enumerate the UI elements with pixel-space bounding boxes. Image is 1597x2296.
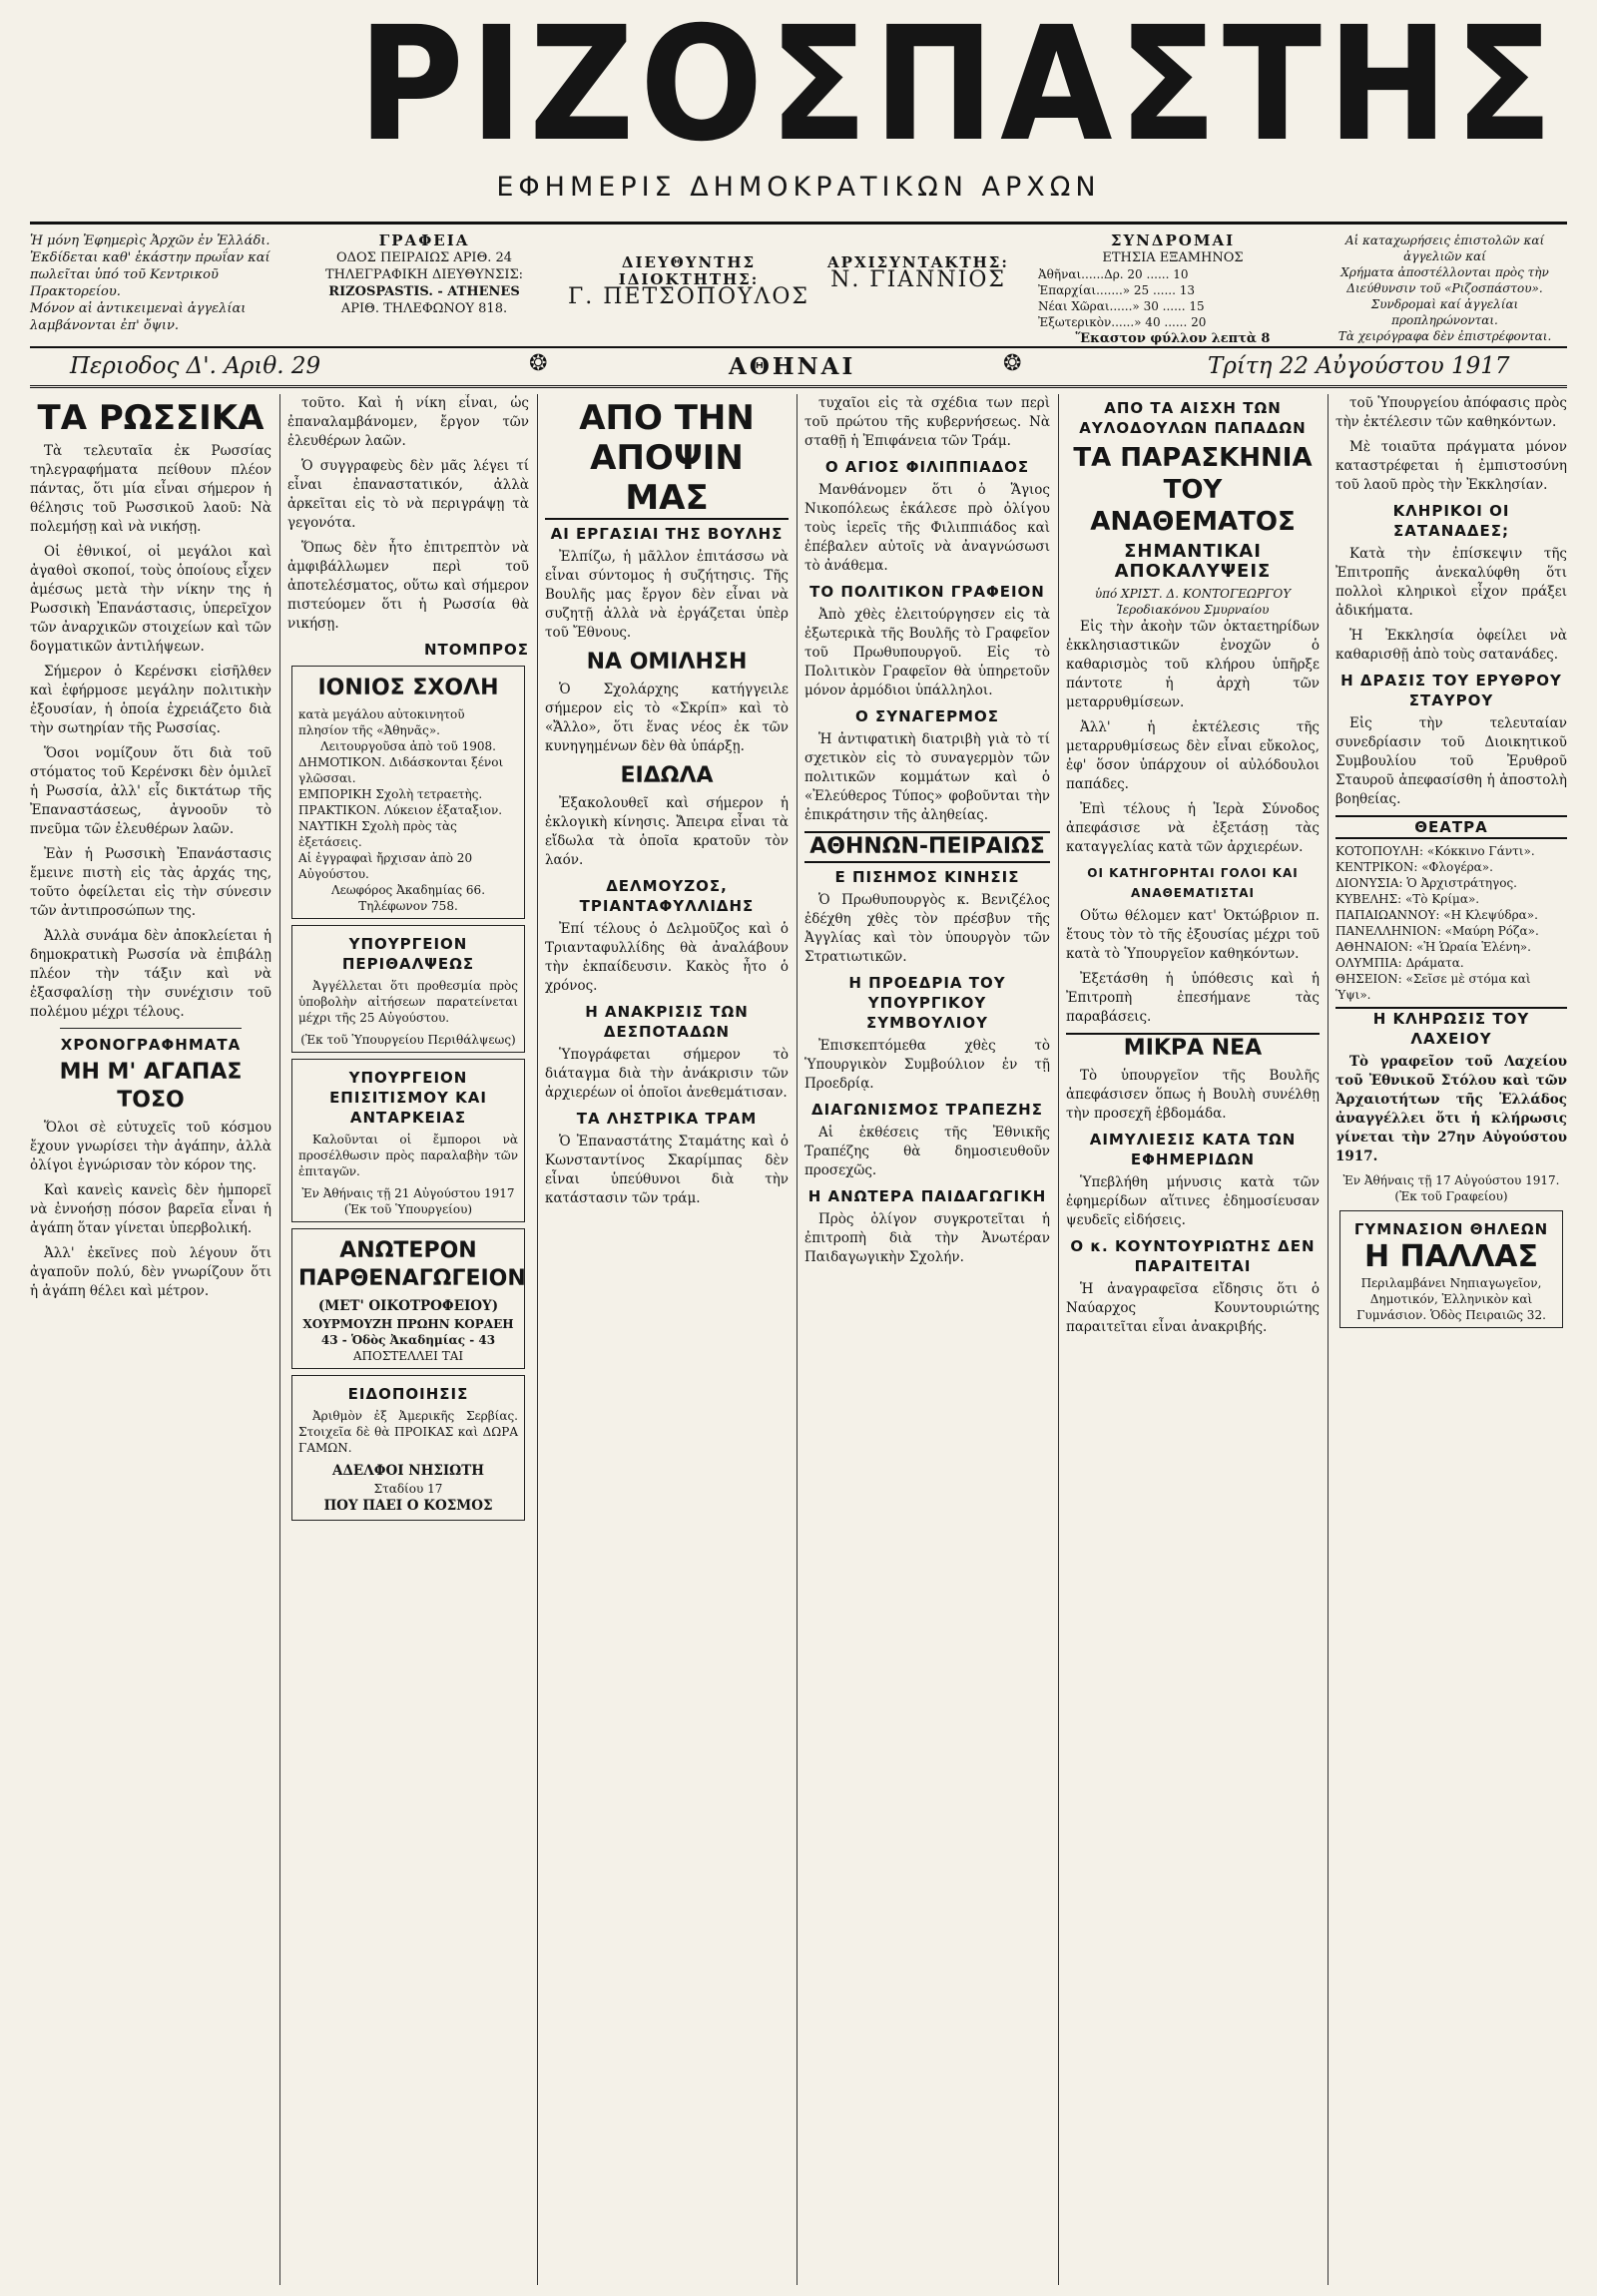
section-title: Η ΑΝΑΚΡΙΣΙΣ ΤΩΝ ΔΕΣΠΟΤΑΔΩΝ	[585, 1003, 749, 1041]
article-subheadline: ΣΗΜΑΝΤΙΚΑΙ ΑΠΟΚΑΛΥΨΕΙΣ	[1114, 541, 1272, 582]
column-rule	[797, 394, 798, 2285]
ad-subtitle: (ΜΕΤ' ΟΙΚΟΤΡΟΦΕΙΟΥ)	[317, 1298, 499, 1314]
ministry-notice	[291, 925, 525, 1053]
newspaper-title: ΡΙΖΟΣΠΑΣΤΗΣ	[357, 0, 1559, 177]
motto-block	[30, 232, 279, 334]
editor-name: Ν. ΓΙΑΝΝΙΟΣ	[830, 267, 1006, 292]
article-paragraph: Αἱ ἐκθέσεις τῆς Ἐθνικῆς Τραπέζης θὰ δημοσιευθοῦν προσεχῶς.	[804, 1125, 1050, 1178]
notice-line: Αἱ καταχωρήσεις ἐπιστολῶν καί ἀγγελιῶν καί	[1344, 233, 1545, 263]
ornament-icon: ❂	[529, 351, 548, 376]
notice-signature: (Ἐκ τοῦ Ὑπουργείου Περιθάλψεως)	[300, 1033, 516, 1047]
article-paragraph: Ὁ Πρωθυπουργὸς κ. Βενιζέλος ἐδέχθη χθὲς τὸν πρέσβυν τῆς Ἀγγλίας καὶ τὸν ὑπουργὸν τῶν Στρατιωτικῶν.	[804, 892, 1050, 965]
school-ad	[291, 666, 525, 919]
article-paragraph: Σήμερον ὁ Κερένσκι εἰσῆλθεν καὶ ἐφήρμοσε μεγάλην πολιτικὴν ἐξουσίαν, ἡ ὁποία ἐχρειάζετο διὰ τὴν σωτηρίαν τῆς Ρωσσίας.	[30, 664, 271, 736]
article-paragraph: Μὲ τοιαῦτα πράγματα μόνον καταστρέφεται ἡ ἐμπιστοσύνη τοῦ λαοῦ πρὸς τὴν Ἐκκλησίαν.	[1335, 439, 1567, 493]
article-paragraph: Τὸ γραφεῖον τοῦ Λαχείου τοῦ Ἐθνικοῦ Στόλου καὶ τῶν Ἀρχαιοτήτων τῆς Ἑλλάδος ἀναγγέλλει ὅτι ἡ κλήρωσις γίνεται τὴν 27ην Αὐγούστου 1917.	[1335, 1054, 1567, 1164]
section-title: ΜΙΚΡΑ ΝΕΑ	[1066, 1033, 1320, 1063]
ad-title: ΓΥΜΝΑΣΙΟΝ ΘΗΛΕΩΝ	[1353, 1220, 1549, 1238]
subscriptions-subcaption: ΕΤΗΣΙΑ ΕΞΑΜΗΝΟΣ	[1102, 250, 1244, 265]
section-title: Η ΚΛΗΡΩΣΙΣ ΤΟΥ ΛΑΧΕΙΟΥ	[1335, 1007, 1567, 1049]
ad-line: ΔΗΜΟΤΙΚΟΝ. Διδάσκονται ξένοι γλῶσσαι.	[298, 755, 504, 785]
ad-name: Η ΠΑΛΛΑΣ	[1363, 1239, 1539, 1274]
section-title: Η ΔΡΑΣΙΣ ΤΟΥ ΕΡΥΘΡΟΥ ΣΤΑΥΡΟΥ	[1340, 672, 1562, 709]
article-headline: ΤΑ ΡΩΣΣΙΚΑ	[37, 398, 265, 438]
phone-number: ΑΡΙΘ. ΤΗΛΕΦΩΝΟΥ 818.	[340, 301, 508, 316]
notice-block	[1323, 232, 1567, 344]
divider	[60, 1028, 242, 1029]
article-paragraph: Τὰ τελευταῖα ἐκ Ρωσσίας τηλεγραφήματα πείθουν πλέον πάντας, ὅτι μία εἶναι σήμερον ἡ θέλησις τοῦ Ρωσσικοῦ λαοῦ: Νὰ πολεμήσῃ καὶ νὰ νικήσῃ.	[30, 443, 271, 535]
article-paragraph: Κατὰ τὴν ἐπίσκεψιν τῆς Ἐπιτροπῆς ἀνεκαλύφθη ὅτι πολλοὶ κληρικοὶ εἶχον πράξει ἀδικήματα.	[1335, 546, 1567, 619]
section-title: ΚΛΗΡΙΚΟΙ ΟΙ ΣΑΤΑΝΑΔΕΣ;	[1392, 502, 1510, 540]
section-title: Ο ΣΥΝΑΓΕΡΜΟΣ	[855, 707, 999, 725]
notice-ad	[291, 1375, 525, 1521]
article-headline: ΜΗ Μ' ΑΓΑΠΑΣ ΤΟΣΟ	[59, 1060, 243, 1113]
subscription-line: Ἐξωτερικὸν......» 40 ...... 20	[1038, 315, 1207, 329]
ad-title: ΙΟΝΙΟΣ ΣΧΟΛΗ	[317, 676, 499, 700]
article-paragraph: Οὕτω θέλομεν κατ' Ὀκτώβριον π. ἔτους τὸν τὸ τῆς ἐξουσίας μέχρι τοῦ κατὰ τὸ Ὑπουργεῖον καθηκόντων.	[1066, 908, 1320, 962]
issue-price: Ἕκαστον φύλλον λεπτὰ 8	[1075, 331, 1271, 346]
theatre-listing: ΟΛΥΜΠΙΑ: Δράματα.	[1335, 956, 1464, 970]
article-paragraph: τυχαῖοι εἰς τὰ σχέδια των περὶ τοῦ πρώτου τῆς κυβερνήσεως. Νὰ σταθῇ ἡ Ἐπιφάνεια τῶν Τράμ.	[804, 395, 1050, 449]
school-ad	[1339, 1210, 1563, 1328]
ad-address: ΧΟΥΡΜΟΥΖΗ ΠΡΩΗΝ ΚΟΡΑΕΗ 43 - Ὁδὸς Ἀκαδημίας - 43	[302, 1317, 514, 1347]
article-paragraph: Ἀλλ' ἐκεῖνες ποὺ λέγουν ὅτι ἀγαποῦν πολύ, δὲν γνωρίζουν ὅτι ἡ ἀγάπη θέλει καὶ μέτρον.	[30, 1245, 271, 1299]
ad-label: ΝΤΟΜΠΡΟΣ	[423, 641, 529, 659]
article-paragraph: τοῦτο. Καὶ ἡ νίκη εἶναι, ὡς ἐπαναλαμβάνομεν, ἔργον τῶν ἐλευθέρων λαῶν.	[287, 395, 529, 449]
issue-date: Τρίτη 22 Αὐγούστου 1917	[1208, 353, 1510, 379]
section-title: ΑΙΜΥΛΙΕΣΙΣ ΚΑΤΑ ΤΩΝ ΕΦΗΜΕΡΙΔΩΝ	[1089, 1131, 1297, 1168]
section-title: ΕΙΔΩΛΑ	[620, 763, 714, 788]
notice-date: Ἐν Ἀθήναις τῇ 17 Αὐγούστου 1917.	[1342, 1173, 1560, 1187]
ad-line: ΠΡΑΚΤΙΚΟΝ. Λύκειον ἑξαταξιον.	[298, 803, 503, 817]
article-paragraph: τοῦ Ὑπουργείου ἀπόφασις πρὸς τὴν ἐκτέλεσιν τῶν καθηκόντων.	[1335, 395, 1567, 430]
notice-title: ΥΠΟΥΡΓΕΙΟΝ ΠΕΡΙΘΑΛΨΕΩΣ	[341, 935, 475, 973]
ad-line: Ἀριθμὸν ἐξ Ἀμερικῆς Σερβίας. Στοιχεῖα δὲ θὰ ΠΡΟΙΚΑΣ καὶ ΔΩΡΑ ΓΑΜΩΝ.	[298, 1409, 518, 1455]
theatre-listing: ΑΘΗΝΑΙΟΝ: «Ἡ Ὡραία Ἑλένη».	[1335, 940, 1531, 954]
article-paragraph: Εἰς τὴν τελευταίαν συνεδρίασιν τοῦ Διοικητικοῦ Συμβουλίου τοῦ Ἐρυθροῦ Σταυροῦ ἀπεφασίσθη ἡ ἀποστολὴ βοηθείας.	[1335, 715, 1567, 807]
article-paragraph: Ὁ Ἐπαναστάτης Σταμάτης καὶ ὁ Κωνσταντίνος Σκαρίμπας δὲν εἶναι ὑπεύθυνοι διὰ τὴν κατάστασιν τῶν τράμ.	[545, 1134, 789, 1206]
theatre-listing: ΠΑΝΕΛΛΗΝΙΟΝ: «Μαύρη Ρόζα».	[1335, 924, 1539, 938]
article-paragraph: Μανθάνομεν ὅτι ὁ Ἅγιος Νικοπόλεως ἐκάλεσε πρὸ ὀλίγου τοὺς ἱερεῖς τῆς Φιλιππιάδος καὶ ἐπέβαλεν αὐτοῖς νὰ ἀναγνώσωσι τὸ ἀνάθεμα.	[804, 482, 1050, 574]
column-rule	[1058, 394, 1059, 2285]
section-title: ΔΕΛΜΟΥΖΟΣ, ΤΡΙΑΝΤΑΦΥΛΛΙΔΗΣ	[579, 877, 755, 915]
column-2	[287, 394, 529, 2285]
subscriptions-caption: ΣΥΝΔΡΟΜΑΙ	[1110, 231, 1236, 249]
column-3	[545, 394, 789, 2285]
theatre-listing: ΚΥΒΕΛΗΣ: «Τὸ Κρίμα».	[1335, 892, 1480, 906]
article-paragraph: Ὑπεβλήθη μήνυσις κατὰ τῶν ἐφημερίδων αἵτινες ἐδημοσίευσαν ψευδεῖς εἰδήσεις.	[1066, 1174, 1320, 1228]
article-paragraph: Ὅλοι σὲ εὐτυχεῖς τοῦ κόσμου ἔχουν γνωρίσει τὴν ἀγάπην, ἀλλὰ ὀλίγοι ἐγνώρισαν τὸν κόρον της.	[30, 1120, 271, 1173]
section-label: ΧΡΟΝΟΓΡΑΦΗΜΑΤΑ	[60, 1036, 242, 1054]
director-block	[564, 253, 813, 309]
article-paragraph: Εἰς τὴν ἀκοὴν τῶν ὀκταετηρίδων ἐκκλησιαστικῶν ἐνοχῶν ὁ καθαρισμὸς τοῦ κλήρου ὑπῆρξε πάντοτε ἡ ἀρχὴ τῶν μεταρρυθμίσεων.	[1066, 619, 1320, 710]
column-5	[1066, 394, 1320, 2285]
column-headline: ΑΠΟ ΤΗΝ ΑΠΟΨΙΝ ΜΑΣ	[545, 398, 789, 520]
section-title: ΤΟ ΠΟΛΙΤΙΚΟΝ ΓΡΑΦΕΙΟΝ	[809, 583, 1045, 601]
subscriptions-block	[1038, 232, 1308, 347]
telegraph-address: RIZOSPASTIS. - ATHENES	[328, 284, 520, 299]
newspaper-subtitle: ΕΦΗΜΕΡΙΣ ΔΗΜΟΚΡΑΤΙΚΩΝ ΑΡΧΩΝ	[496, 172, 1101, 203]
article-paragraph: Ἐπί τέλους ὁ Δελμοῦζος καὶ ὁ Τριανταφυλλίδης θὰ ἀναλάβουν τὴν ἐκπαίδευσιν. Κακὸς ἦτο ὁ χρόνος.	[545, 921, 789, 994]
article-paragraph: Καὶ κανεὶς κανεὶς δὲν ἠμπορεῖ νὰ ἐννοήσῃ πόσον βαρεῖα εἶναι ἡ ἀγάπη ὅταν γίνεται ὑπερβολική.	[30, 1182, 271, 1236]
subscription-line: Ἀθῆναι......Δρ. 20 ...... 10	[1038, 267, 1189, 281]
section-title: ΝΑ ΟΜΙΛΗΣΗ	[586, 650, 748, 675]
notice-line: Τὰ χειρόγραφα δὲν ἐπιστρέφονται.	[1337, 329, 1552, 343]
issue-bar	[30, 347, 1567, 388]
article-paragraph: Ὅσοι νομίζουν ὅτι διὰ τοῦ στόματος τοῦ Κερένσκι δὲν ὁμιλεῖ ἡ Ρωσσία, ἀλλ' εἷς δικτάτωρ τῆς Ἐπαναστάσεως, ἀγνοοῦν τὸ πνεῦμα τῶν ἐλευθέρων λαῶν.	[30, 745, 271, 837]
article-paragraph: Ὅπως δὲν ἦτο ἐπιτρεπτὸν νὰ ἀμφιβάλλωμεν περὶ τοῦ ἀποτελέσματος, οὕτω καὶ σήμερον πιστεύομεν ὅτι ἡ Ρωσσία θὰ νικήσῃ.	[287, 540, 529, 632]
section-title: Ε ΠΙΣΗΜΟΣ ΚΙΝΗΣΙΣ	[834, 868, 1020, 886]
motto-line: Ἡ μόνη Ἐφημερὶς Ἀρχῶν ἐν Ἑλλάδι.	[30, 233, 270, 248]
school-ad	[291, 1228, 525, 1369]
column-1	[30, 394, 271, 2285]
article-paragraph: Ἐπὶ τέλους ἡ Ἱερὰ Σύνοδος ἀπεφάσισε νὰ ἐξετάσῃ τὰς καταγγελίας κατὰ τῶν ἀρχιερέων.	[1066, 801, 1320, 855]
subscription-line: Νέαι Χῶραι......» 30 ...... 15	[1038, 299, 1205, 313]
article-paragraph: Ἀλλὰ συνάμα δὲν ἀποκλείεται ἡ δημοκρατικὴ Ρωσσία νὰ ἐπιβάλῃ πλέον τὴν τάξιν καὶ νὰ ἐξασφαλίσῃ τὴν συνέχισιν τοῦ πολέμου μέχρι τέλους.	[30, 928, 271, 1020]
ad-line: Περιλαμβάνει Νηπιαγωγεῖον, Δημοτικόν, Ἑλληνικὸν καὶ Γυμνάσιον. Ὁδὸς Πειραιῶς 32.	[1356, 1276, 1546, 1322]
ad-title: ΑΝΩΤΕΡΟΝ ΠΑΡΘΕΝΑΓΩΓΕΙΟΝ	[298, 1238, 526, 1291]
ad-line: ΠΟΥ ΠΑΕΙ Ο ΚΟΣΜΟΣ	[323, 1498, 493, 1514]
theatre-listing: ΚΕΝΤΡΙΚΟΝ: «Φλογέρα».	[1335, 860, 1493, 874]
offices-caption: ΓΡΑΦΕΙΑ	[378, 231, 470, 249]
theatre-listing: ΠΑΠΑΙΩΑΝΝΟΥ: «Η Κλεψύδρα».	[1335, 908, 1538, 922]
article-paragraph: Ὁ συγγραφεὺς δὲν μᾶς λέγει τί εἶναι ἐπαναστατικόν, ἀλλὰ ἀρκεῖται εἰς τὸ νὰ περιγράψῃ τὰ γεγονότα.	[287, 458, 529, 531]
section-title: Η ΑΝΩΤΕΡΑ ΠΑΙΔΑΓΩΓΙΚΗ	[807, 1187, 1047, 1205]
article-byline: ὑπό ΧΡΙΣΤ. Δ. ΚΟΝΤΟΓΕΩΡΓΟΥ Ἱεροδιακόνου Σμυρναίου	[1094, 587, 1292, 617]
editor-block	[818, 253, 1018, 292]
article-paragraph: Οἱ ἐθνικοί, οἱ μεγάλοι καὶ ἀγαθοὶ σκοποί, τοὺς ὁποίους εἶχεν ἀμέσως μετὰ τὴν νίκην της ἡ Ρωσσικὴ Ἐπανάστασις, ὑπερεῖχον τῶν ἀναρχικῶν στοιχείων καὶ τῶν δογματικῶν ἀντιλήψεων.	[30, 544, 271, 655]
ad-line: Αἱ ἐγγραφαὶ ἤρχισαν ἀπὸ 20 Αὐγούστου.	[298, 851, 473, 881]
notice-title: ΥΠΟΥΡΓΕΙΟΝ ΕΠΙΣΙΤΙΣΜΟΥ ΚΑΙ ΑΝΤΑΡΚΕΙΑΣ	[329, 1069, 487, 1127]
motto-line: Ἐκδίδεται καθ' ἑκάστην πρωΐαν καί πωλεῖται ὑπό τοῦ Κεντρικοῦ Πρακτορείου.	[30, 250, 270, 299]
column-4	[804, 394, 1050, 2285]
director-caption: ΔΙΕΥΘΥΝΤΗΣ ΙΔΙΟΚΤΗΤΗΣ:	[618, 253, 760, 288]
info-bar	[30, 222, 1567, 348]
ornament-icon: ❂	[1003, 351, 1022, 376]
article-paragraph: Ἐπισκεπτόμεθα χθὲς τὸ Ὑπουργικὸν Συμβούλιον ἐν τῇ Προεδρίᾳ.	[804, 1038, 1050, 1092]
column-6	[1335, 394, 1567, 2285]
director-name: Γ. ΠΕΤΣΟΠΟΥΛΟΣ	[568, 284, 809, 309]
section-title: ΟΙ ΚΑΤΗΓΟΡΗΤΑΙ ΓΟΛΟΙ ΚΑΙ ΑΝΑΘΕΜΑΤΙΣΤΑΙ	[1087, 866, 1299, 900]
notice-text: Ἀγγέλλεται ὅτι προθεσμία πρὸς ὑποβολὴν αἰτήσεων παρατείνεται μέχρι τῆς 25 Αὐγούστου.	[298, 979, 518, 1025]
column-rule	[537, 394, 538, 2285]
ad-title: ΕΙΔΟΠΟΙΗΣΙΣ	[347, 1385, 469, 1403]
theatre-listing: ΔΙΟΝΥΣΙΑ: Ὁ Ἀρχιστράτηγος.	[1335, 876, 1517, 890]
theatre-heading: ΘΕΑΤΡΑ	[1335, 815, 1567, 839]
section-title: Ο κ. ΚΟΥΝΤΟΥΡΙΩΤΗΣ ΔΕΝ ΠΑΡΑΙΤΕΙΤΑΙ	[1070, 1237, 1316, 1275]
notice-line: Συνδρομαὶ καί ἀγγελίαι προπληρώνονται.	[1370, 297, 1519, 327]
ad-line: Λειτουργοῦσα ἀπὸ τοῦ 1908.	[320, 739, 496, 753]
section-title: ΑΙ ΕΡΓΑΣΙΑΙ ΤΗΣ ΒΟΥΛΗΣ	[550, 525, 784, 543]
article-paragraph: Ἀλλ' ἡ ἐκτέλεσις τῆς μεταρρυθμίσεως δὲν εἶναι εὔκολος, ἐφ' ὅσον ὑπάρχουν οἱ αὐλόδουλοι παπάδες.	[1066, 719, 1320, 792]
ad-line: κατὰ μεγάλου αὐτοκινητοῦ πλησίον τῆς «Ἀθηνᾶς».	[298, 707, 465, 737]
article-paragraph: Ἐξετάσθη ἡ ὑπόθεσις καὶ ἡ Ἐπιτροπὴ ἐπεσήμανε τὰς παραβάσεις.	[1066, 971, 1320, 1025]
editor-caption: ΑΡΧΙΣΥΝΤΑΚΤΗΣ:	[827, 253, 1009, 271]
article-kicker: ΑΠΟ ΤΑ ΑΙΣΧΗ ΤΩΝ ΑΥΛΟΔΟΥΛΩΝ ΠΑΠΑΔΩΝ	[1079, 399, 1307, 437]
theatre-listing: ΘΗΣΕΙΟΝ: «Σεῖσε μὲ στόμα καὶ Ὑψι».	[1335, 972, 1531, 1002]
notice-signature: (Ἐκ τοῦ Γραφείου)	[1394, 1189, 1508, 1203]
article-headline: ΤΑ ΠΑΡΑΣΚΗΝΙΑ ΤΟΥ ΑΝΑΘΕΜΑΤΟΣ	[1073, 443, 1313, 537]
article-paragraph: Τὸ ὑπουργεῖον τῆς Βουλῆς ἀπεφάσισεν ὅπως ἡ Βουλὴ συνέλθῃ τὴν προσεχῆ ἑβδομάδα.	[1066, 1068, 1320, 1122]
ad-line: ΑΔΕΛΦΟΙ ΝΗΣΙΩΤΗ	[331, 1463, 485, 1479]
section-title: Η ΠΡΟΕΔΡΙΑ ΤΟΥ ΥΠΟΥΡΓΙΚΟΥ ΣΥΜΒΟΥΛΙΟΥ	[848, 974, 1006, 1032]
ad-line: ΕΜΠΟΡΙΚΗ Σχολὴ τετραετὴς.	[298, 787, 483, 801]
offices-address: ΟΔΟΣ ΠΕΙΡΑΙΩΣ ΑΡΙΘ. 24	[335, 250, 513, 265]
article-paragraph: Ἡ ἀναγραφεῖσα εἴδησις ὅτι ὁ Ναύαρχος Κουντουριώτης παραιτεῖται εἶναι ἀνακριβής.	[1066, 1281, 1320, 1335]
offices-block	[299, 232, 549, 317]
ad-line: Λεωφόρος Ἀκαδημίας 66. Τηλέφωνον 758.	[330, 883, 486, 913]
section-title: ΔΙΑΓΩΝΙΣΜΟΣ ΤΡΑΠΕΖΗΣ	[811, 1101, 1043, 1119]
section-title: ΤΑ ΛΗΣΤΡΙΚΑ ΤΡΑΜ	[576, 1110, 758, 1128]
ad-line: ΑΠΟΣΤΕΛΛΕΙ ΤΑΙ	[352, 1349, 464, 1363]
article-paragraph: Ἐξακολουθεῖ καὶ σήμερον ἡ ἐκλογικὴ κίνησις. Ἄπειρα εἶναι τὰ εἴδωλα τὰ ὁποῖα κρατοῦν τὸν λαόν.	[545, 795, 789, 868]
ad-line: ΝΑΥΤΙΚΗ Σχολὴ πρὸς τὰς ἐξετάσεις.	[298, 819, 457, 849]
article-paragraph: Ὑπογράφεται σήμερον τὸ διάταγμα διὰ τὴν ἀνάκρισιν τῶν ἀρχιερέων οἱ ὁποῖοι ἀνεθεμάτισαν.	[545, 1047, 789, 1101]
issue-period: Περιοδος Δ'. Αριθ. 29	[70, 353, 321, 379]
notice-line: Χρήματα ἀποστέλλονται πρὸς τὴν Διεύθυνσιν τοῦ «Ριζοσπάστου».	[1340, 265, 1549, 295]
ministry-notice	[291, 1059, 525, 1222]
article-paragraph: Ἀπὸ χθὲς ἐλειτούργησεν εἰς τὰ ἐξωτερικὰ τῆς Βουλῆς τὸ Γραφεῖον τοῦ Πρωθυπουργοῦ. Εἰς τὸ Πολιτικὸν Γραφεῖον θὰ ὑπηρετοῦν μόνον ἀρμόδιοι ὑπάλληλοι.	[804, 607, 1050, 698]
notice-text: Καλοῦνται οἱ ἔμποροι νὰ προσέλθωσιν πρὸς παραλαβὴν τῶν ἐπιταγῶν.	[298, 1133, 518, 1178]
notice-date: Ἐν Ἀθήναις τῇ 21 Αὐγούστου 1917	[301, 1186, 515, 1200]
theatre-listing: ΚΟΤΟΠΟΥΛΗ: «Κόκκινο Γάντι».	[1335, 844, 1535, 858]
article-paragraph: Ἐλπίζω, ἡ μᾶλλον ἐπιτάσσω νὰ εἶναι σύντομος ἡ συζήτησις. Τῆς Βουλῆς μας ἔργον δὲν εἶναι νὰ συζητῇ ἀλλὰ νὰ ἐργάζεται ὑπὲρ τοῦ Ἔθνους.	[545, 549, 789, 641]
article-paragraph: Ὁ Σχολάρχης κατήγγειλε σήμερον εἰς τὸ «Σκρίπ» καὶ τὸ «Ἄλλο», ὅτι ἕνας νέος ἐκ τῶν κυνηγημένων δὲν θὰ ὑπάρξῃ.	[545, 682, 789, 754]
article-paragraph: Πρὸς ὀλίγον συγκροτεῖται ἡ ἐπιτροπὴ διὰ τὴν Ἀνωτέραν Παιδαγωγικὴν Σχολήν.	[804, 1211, 1050, 1265]
masthead	[30, 0, 1567, 203]
motto-line: Μόνον αἱ ἀντικειμεναὶ ἀγγελίαι λαμβάνονται ἐπ' ὄψιν.	[30, 301, 247, 333]
subscription-line: Ἐπαρχίαι.......» 25 ...... 13	[1038, 283, 1195, 297]
issue-city: ΑΘΗΝΑΙ	[729, 353, 856, 380]
telegraph-label: ΤΗΛΕΓΡΑΦΙΚΗ ΔΙΕΥΘΥΝΣΙΣ:	[324, 267, 524, 282]
ad-line: Σταδίου 17	[373, 1482, 443, 1496]
section-title: Ο ΑΓΙΟΣ ΦΙΛΙΠΠΙΑΔΟΣ	[824, 458, 1030, 476]
notice-signature: (Ἐκ τοῦ Ὑπουργείου)	[343, 1202, 473, 1216]
column-rule	[279, 394, 280, 2285]
article-paragraph: Ἡ ἀντιφατικὴ διατριβὴ γιὰ τὸ τί σχετικὸν εἰς τὸ συναγερμὸν τῶν πολιτικῶν κομμάτων καὶ ὁ «Ἐλεύθερος Τύπος» φοβοῦνται τὴν ἐπικράτησιν τῆς ἀληθείας.	[804, 731, 1050, 823]
article-paragraph: Ἐὰν ἡ Ρωσσικὴ Ἐπανάστασις ἔμεινε πιστὴ εἰς τὰς ἀρχάς της, τοῦτο ὀφείλεται εἰς τὴν σύνεσιν τῶν ἀντιπροσώπων της.	[30, 846, 271, 919]
city-section-headline: ΑΘΗΝΩΝ-ΠΕΙΡΑΙΩΣ	[804, 831, 1050, 863]
article-paragraph: Ἡ Ἐκκλησία ὀφείλει νὰ καθαρισθῇ ἀπὸ τοὺς σατανάδες.	[1335, 628, 1567, 663]
column-rule	[1328, 394, 1329, 2285]
